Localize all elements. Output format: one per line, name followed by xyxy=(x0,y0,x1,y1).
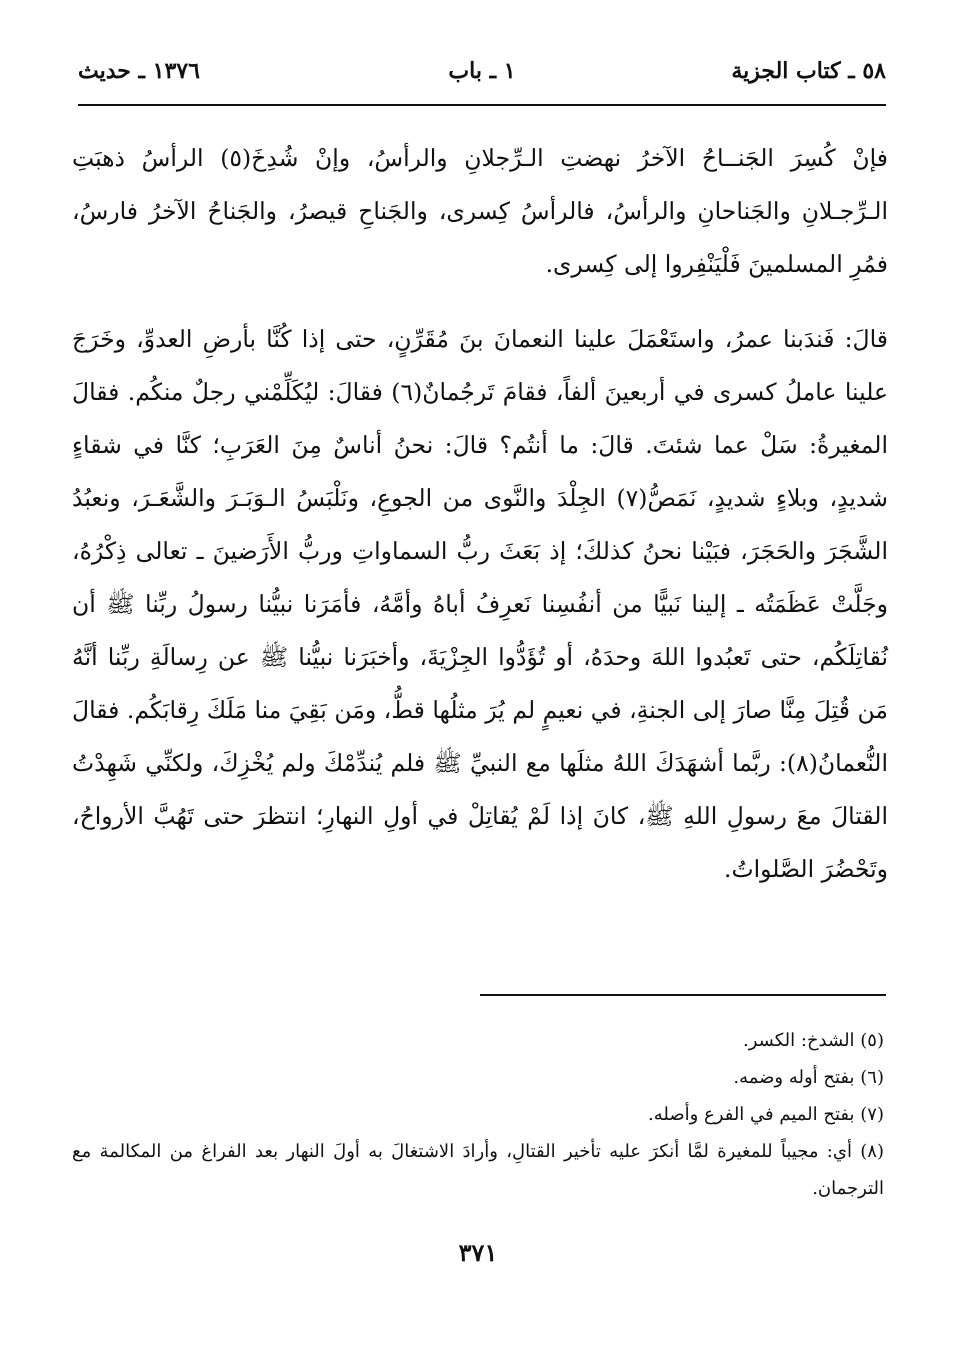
page-number: ٣٧١ xyxy=(458,1238,498,1267)
hadith-number: ١٣٧٦ ـ حديث xyxy=(78,58,200,84)
footnote-8: (٨) أي: مجيباً للمغيرة لمَّا أنكرَ عليه تأخير القتالِ، وأرادَ الاشتغالَ به أولَ النهار بعد الفراغ من المكالمة مع الترجمان. xyxy=(72,1141,884,1199)
header-divider xyxy=(78,104,886,106)
footnote-7: (٧) بفتح الميم في الفرع وأصله. xyxy=(648,1104,884,1125)
footnote-divider xyxy=(480,994,886,996)
footnote-5: (٥) الشدخ: الكسر. xyxy=(743,1030,884,1051)
main-text xyxy=(72,132,888,896)
chapter-title: ٥٨ ـ كتاب الجزية xyxy=(731,58,886,84)
paragraph-1: فإنْ كُسِرَ الجَنــاحُ الآخرُ نهضتِ الـرِّجلانِ والرأسُ، وإنْ شُدِخَ(٥) الرأسُ ذهبَتِ الـرِّجـلانِ والجَناحانِ والرأسُ، فالرأسُ كِسرى، والجَناحِ قيصرُ، والجَناحُ الآخرُ فارسُ، فمُرِ المسلمينَ فَلْيَنْفِروا إلى كِسرى. xyxy=(72,144,888,278)
paragraph-2: قالَ: فَندَبنا عمرُ، واستَعْمَلَ علينا النعمانَ بنَ مُقَرِّنٍ، حتى إذا كُنَّا بأرضِ العدوِّ، وخَرَجَ علينا عاملُ كسرى في أربعينَ ألفاً، فقامَ تَرجُمانٌ(٦) فقالَ: ليُكَلِّمْني رجلٌ منكُم. فقالَ المغيرةُ: سَلْ عما شئتَ. قالَ: ما أنتُم؟ قالَ: نحنُ أناسٌ مِنَ العَرَبِ؛ كنَّا في شقاءٍ شديدٍ، وبلاءٍ شديدٍ، نَمَصُّ(٧) الجِلْدَ والنَّوى من الجوعِ، ونَلْبَسُ الـوَبَـرَ والشَّعَـرَ، ونعبُدُ الشَّجَرَ والحَجَرَ، فبَيْنا نحنُ كذلكَ؛ إذ بَعَثَ ربُّ السماواتِ وربُّ الأَرَضينَ ـ تعالى ذِكْرُهُ، وجَلَّتْ عَظَمَتُه ـ إلينا نَبيًّا من أنفُسِنا نَعرِفُ أباهُ وأمَّهُ، فأمَرَنا نبيُّنا رسولُ ربِّنا ﷺ أن نُقاتِلَكُم، حتى تَعبُدوا اللهَ وحدَهُ، أو تُؤَدُّوا الجِزْيَةَ، وأخبَرَنا نبيُّنا ﷺ عن رِسالَةِ ربِّنا أنَّهُ مَن قُتِلَ مِنَّا صارَ إلى الجنةِ، في نعيمٍ لم يُرَ مثلُها قطُّ، ومَن بَقِيَ منا مَلَكَ رِقابَكُم. فقالَ النُّعمانُ(٨): ربَّما أشهَدَكَ اللهُ مثلَها مع النبيِّ ﷺ فلم يُندِّمْكَ ولم يُخْزِكَ، ولكنِّي شَهِدْتُ القتالَ معَ رسولِ اللهِ ﷺ، كانَ إذا لَمْ يُقاتِلْ في أولِ النهارِ؛ انتظرَ حتى تَهُبَّ الأرواحُ، وتَحْضُرَ الصَّلواتُ. xyxy=(72,325,888,883)
running-header xyxy=(78,58,886,98)
section-title: ١ ـ باب xyxy=(448,58,516,84)
footnote-6: (٦) بفتح أوله وضمه. xyxy=(733,1067,884,1088)
footnotes xyxy=(72,1022,884,1207)
